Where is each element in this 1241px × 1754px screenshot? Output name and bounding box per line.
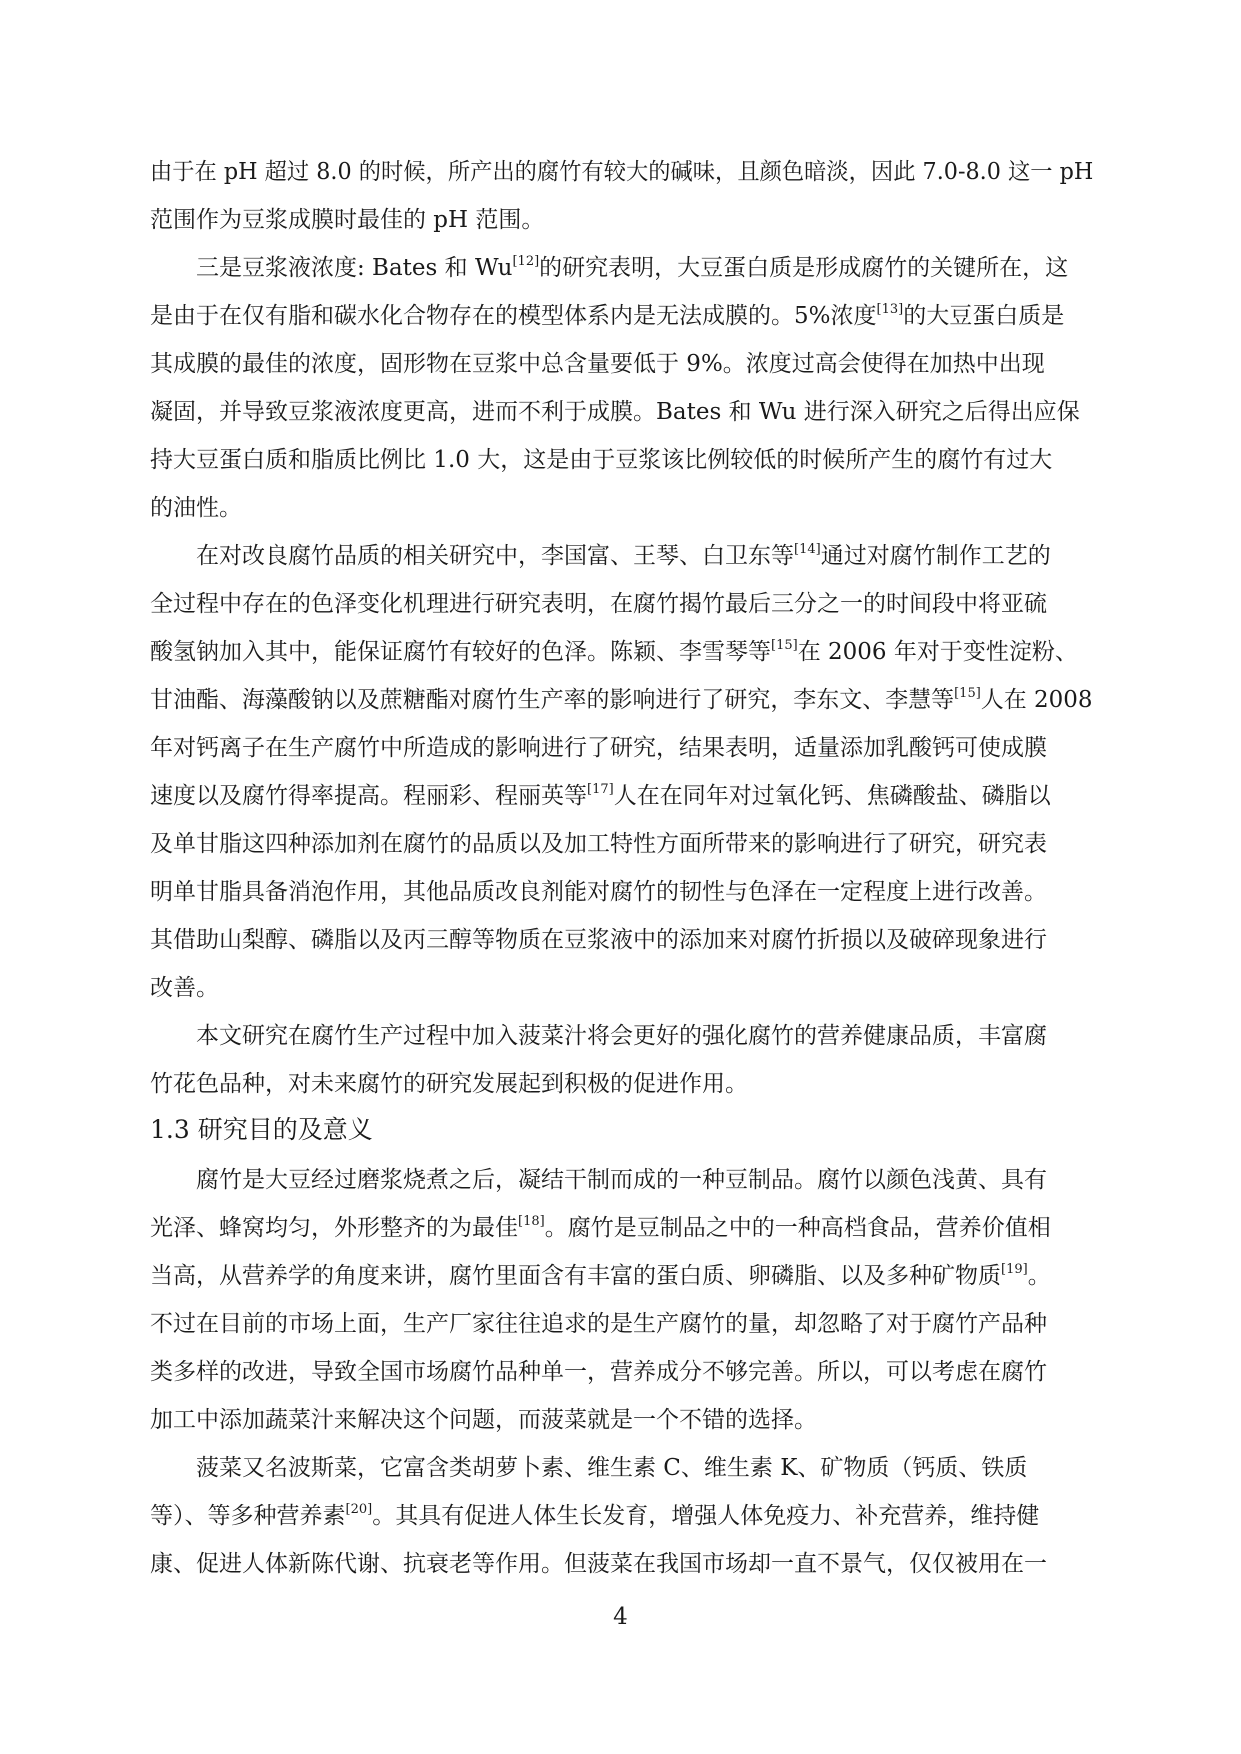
section-heading: 1.3 研究目的及意义: [150, 1115, 373, 1144]
text-line: 康、促进人体新陈代谢、抗衰老等作用。但菠菜在我国市场却一直不景气，仅仅被用在一: [150, 1551, 1047, 1577]
text-line: 三是豆浆液浓度: Bates 和 Wu[12]的研究表明，大豆蛋白质是形成腐竹的关键所在，这: [196, 254, 1069, 281]
text-line: 速度以及腐竹得率提高。程丽彩、程丽英等[17]人在在同年对过氧化钙、焦磷酸盐、磷脂以: [150, 782, 1051, 809]
text-line: 改善。: [150, 975, 219, 1001]
text-line: 范围作为豆浆成膜时最佳的 pH 范围。: [150, 207, 545, 233]
citation: [19]: [1001, 1262, 1028, 1277]
text-line: 明单甘脂具备消泡作用，其他品质改良剂能对腐竹的韧性与色泽在一定程度上进行改善。: [150, 879, 1047, 905]
citation: [15]: [771, 638, 798, 653]
citation: [18]: [518, 1214, 545, 1229]
citation: [15]: [954, 686, 981, 701]
citation: [13]: [876, 302, 904, 317]
text-line: 其借助山梨醇、磷脂以及丙三醇等物质在豆浆液中的添加来对腐竹折损以及破碎现象进行: [150, 927, 1047, 953]
text-line: 本文研究在腐竹生产过程中加入菠菜汁将会更好的强化腐竹的营养健康品质，丰富腐: [196, 1023, 1047, 1049]
citation: [14]: [794, 542, 821, 557]
text-line: 其成膜的最佳的浓度，固形物在豆浆中总含量要低于 9%。浓度过高会使得在加热中出现: [150, 351, 1045, 377]
citation: [20]: [345, 1502, 373, 1517]
page-number: 4: [613, 1604, 628, 1630]
text-line: 在对改良腐竹品质的相关研究中，李国富、王琴、白卫东等[14]通过对腐竹制作工艺的: [196, 542, 1051, 569]
text-line: 凝固，并导致豆浆液浓度更高，进而不利于成膜。Bates 和 Wu 进行深入研究之后得出应保: [150, 399, 1080, 425]
citation: [17]: [587, 782, 614, 797]
text-line: 年对钙离子在生产腐竹中所造成的影响进行了研究，结果表明，适量添加乳酸钙可使成膜: [150, 735, 1047, 761]
text-line: 不过在目前的市场上面，生产厂家往往追求的是生产腐竹的量，却忽略了对于腐竹产品种: [150, 1311, 1047, 1337]
text-line: 当高，从营养学的角度来讲，腐竹里面含有丰富的蛋白质、卵磷脂、以及多种矿物质[19]。: [150, 1262, 1051, 1289]
text-line: 酸氢钠加入其中，能保证腐竹有较好的色泽。陈颖、李雪琴等[15]在 2006 年对于变性淀粉、: [150, 638, 1078, 665]
text-line: 由于在 pH 超过 8.0 的时候，所产出的腐竹有较大的碱味，且颜色暗淡，因此 7.0-8.0 这一 pH: [150, 159, 1094, 185]
text-line: 全过程中存在的色泽变化机理进行研究表明，在腐竹揭竹最后三分之一的时间段中将亚硫: [150, 591, 1047, 617]
text-line: 是由于在仅有脂和碳水化合物存在的模型体系内是无法成膜的。5%浓度[13]的大豆蛋白质是: [150, 302, 1065, 329]
text-line: 及单甘脂这四种添加剂在腐竹的品质以及加工特性方面所带来的影响进行了研究，研究表: [150, 831, 1047, 857]
text-line: 等）、等多种营养素[20]。其具有促进人体生长发育，增强人体免疫力、补充营养，维持健: [150, 1502, 1040, 1529]
text-line: 菠菜又名波斯菜，它富含类胡萝卜素、维生素 C、维生素 K、矿物质（钙质、铁质: [196, 1455, 1028, 1481]
text-line: 竹花色品种，对未来腐竹的研究发展起到积极的促进作用。: [150, 1071, 748, 1097]
text-line: 腐竹是大豆经过磨浆烧煮之后，凝结干制而成的一种豆制品。腐竹以颜色浅黄、具有: [196, 1167, 1047, 1193]
text-line: 持大豆蛋白质和脂质比例比 1.0 大，这是由于豆浆该比例较低的时候所产生的腐竹有过大: [150, 447, 1053, 473]
text-line: 类多样的改进，导致全国市场腐竹品种单一，营养成分不够完善。所以，可以考虑在腐竹: [150, 1359, 1047, 1385]
text-line: 甘油酯、海藻酸钠以及蔗糖酯对腐竹生产率的影响进行了研究，李东文、李慧等[15]人在 2008: [150, 686, 1093, 713]
text-line: 加工中添加蔬菜汁来解决这个问题，而菠菜就是一个不错的选择。: [150, 1407, 817, 1433]
text-line: 的油性。: [150, 495, 242, 521]
citation: [12]: [512, 254, 540, 269]
text-line: 光泽、蜂窝均匀，外形整齐的为最佳[18]。腐竹是豆制品之中的一种高档食品，营养价值相: [150, 1214, 1051, 1241]
